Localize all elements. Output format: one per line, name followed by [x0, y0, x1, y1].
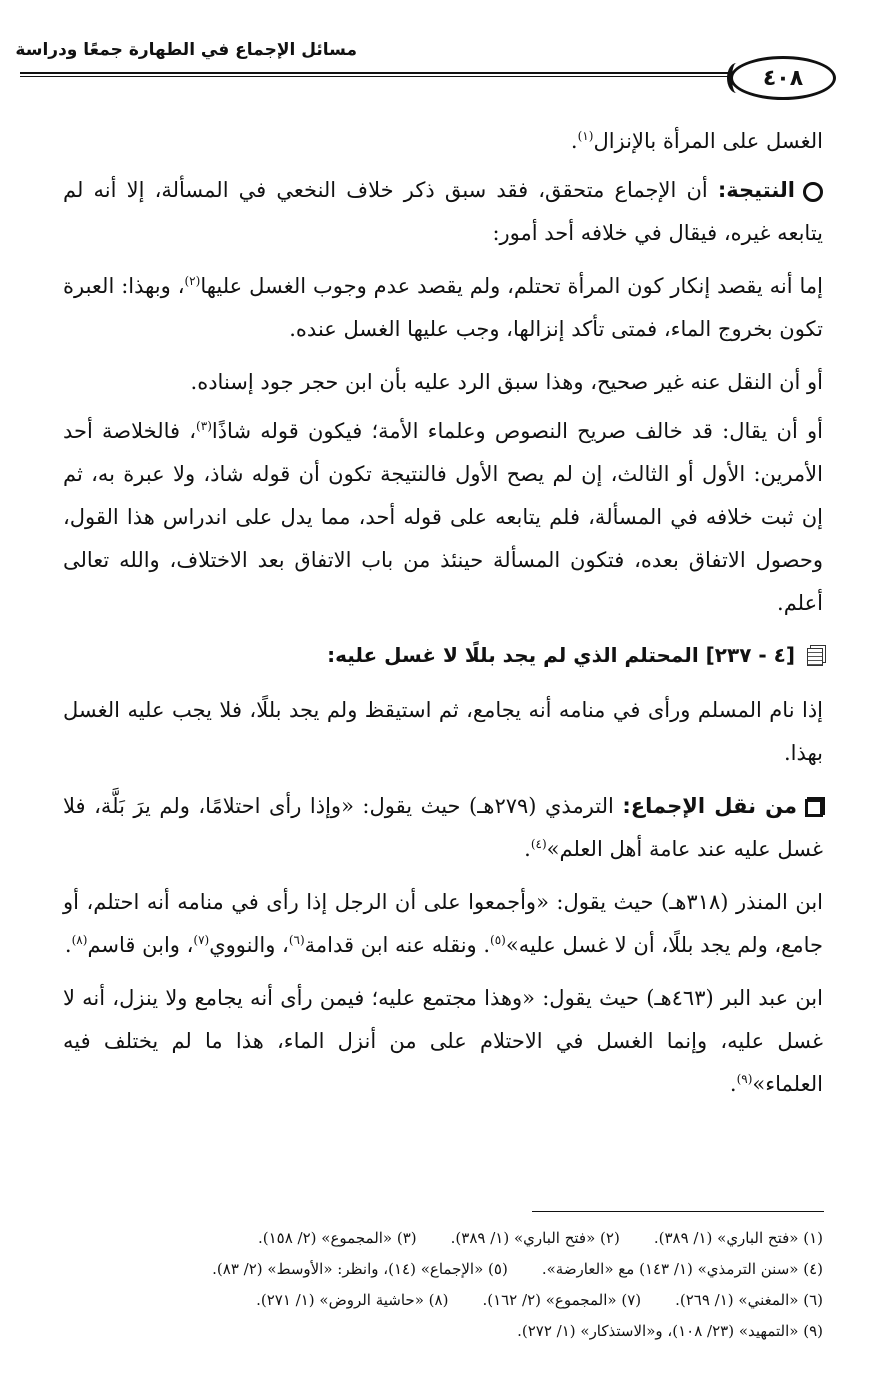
footnote-row: [53, 1253, 823, 1284]
paragraph-tirmidhi: من نقل الإجماع: الترمذي (٢٧٩هـ) حيث يقول: «وإذا رأى احتلامًا، ولم يرَ بَلَّة، فلا غسل عليه عند عامة أهل العلم»$^{(٤)}$.: [63, 794, 823, 861]
footnote-row: [53, 1284, 823, 1315]
conclusion-label: النتيجة:: [717, 178, 795, 202]
circle-bullet-icon: [803, 182, 823, 202]
footnotes: [53, 1222, 823, 1346]
page-number: ٤٠٨: [762, 65, 804, 91]
paragraph-section-intro: إذا نام المسلم ورأى في منامه أنه يجامع، ثم استيقظ ولم يجد بللًا، فلا يجب عليه الغسل بهذا.: [63, 698, 823, 765]
footnote-8: (٨) «حاشية الروض» (١/ ٢٧١).: [256, 1290, 449, 1309]
footnote-ref-9: (٩): [736, 1072, 753, 1086]
footnote-3: (٣) «المجموع» (٢/ ١٥٨).: [257, 1228, 417, 1247]
footnote-1: (١) «فتح الباري» (١/ ٣٨٩).: [653, 1228, 823, 1247]
footnote-ref-3: (٣): [196, 419, 212, 433]
header-rule-thin: [20, 76, 740, 77]
footnote-row: [53, 1222, 823, 1253]
running-header-title: مسائل الإجماع في الطهارة جمعًا ودراسة: [15, 40, 357, 60]
footnote-7: (٧) «المجموع» (٢/ ١٦٢).: [482, 1290, 642, 1309]
header-rule: [20, 72, 740, 74]
footnote-separator: [532, 1211, 824, 1212]
footnote-4: (٤) «سنن الترمذي» (١/ ١٤٣) مع «العارضة».: [541, 1259, 823, 1278]
document-icon: [807, 648, 823, 666]
footnote-ref-1: (١): [577, 129, 594, 143]
footnote-9: (٩) «التمهيد» (٢٣/ ١٠٨)، و«الاستذكار» (١/ ٢٧٢).: [517, 1321, 823, 1340]
footnote-row: [53, 1315, 823, 1346]
footnote-ref-7: (٧): [193, 933, 210, 947]
paragraph-option-2: أو أن النقل عنه غير صحيح، وهذا سبق الرد عليه بأن ابن حجر جود إسناده.: [190, 370, 823, 394]
square-bullet-icon: [805, 799, 823, 817]
footnote-5: (٥) «الإجماع» (١٤)، وانظر: «الأوسط» (٢/ ٨٣).: [212, 1259, 508, 1278]
paragraph-ibn-abdulbarr: ابن عبد البر (٤٦٣هـ) حيث يقول: «وهذا مجتمع عليه؛ فيمن رأى أنه يجامع ولا ينزل، أنه لا غسل عليه، وإنما الغسل في الاحتلام على من أنزل الماء، هذا ما لم يختلف فيه العلماء»$^{(٩)}$.: [63, 986, 823, 1096]
paragraph-conclusion: النتيجة: أن الإجماع متحقق، فقد سبق ذكر خلاف النخعي في المسألة، إلا أنه لم يتابعه غيره، فيقال في خلافه أحد أمور:: [63, 178, 823, 245]
paragraph-option-1: إما أنه يقصد إنكار كون المرأة تحتلم، ولم يقصد عدم وجوب الغسل عليها$^{(٢)}$، وبهذا: العبرة تكون بخروج الماء، فمتى تأكد إنزالها، وجب عليها الغسل عنده.: [63, 274, 823, 341]
footnote-ref-5: (٥): [490, 933, 506, 947]
paragraph-ibn-almundhir: ابن المنذر (٣١٨هـ) حيث يقول: «وأجمعوا على أن الرجل إذا رأى في منامه أنه احتلم، أو جامع، ولم يجد بللًا، أن لا غسل عليه»$^{(٥)}$. ونقله عنه ابن قدامة$^{(٦)}$، والنووي$^{(٧)}$، وابن قاسم$^{(٨)}$.: [63, 890, 823, 957]
page-body: [63, 120, 823, 1116]
paragraph-1: الغسل على المرأة بالإنزال$^{(١)}$.: [570, 129, 823, 153]
footnote-ref-2: (٢): [184, 274, 201, 288]
section-heading: [٤ - ٢٣٧] المحتلم الذي لم يجد بللًا لا غسل عليه:: [63, 635, 823, 675]
footnote-2: (٢) «فتح الباري» (١/ ٣٨٩).: [450, 1228, 620, 1247]
consensus-label: من نقل الإجماع:: [622, 794, 797, 818]
footnote-6: (٦) «المغني» (١/ ٢٦٩).: [675, 1290, 823, 1309]
footnote-ref-6: (٦): [288, 933, 305, 947]
footnote-ref-4: (٤): [530, 837, 547, 851]
paragraph-option-3: أو أن يقال: قد خالف صريح النصوص وعلماء الأمة؛ فيكون قوله شاذًا$^{(٣)}$، فالخلاصة أحد الأمرين: الأول أو الثالث، إن لم يصح الأول فالنتيجة تكون أن قوله شاذ، ولا عبرة به، ثم إن ثبت خلافه في المسألة، فلم يتابعه على قوله أحد، مما يدل على اندراس هذا القول، وحصول الاتفاق بعده، فتكون المسألة حينئذ من باب الاتفاق بعد الاختلاف، والله تعالى أعلم.: [63, 419, 823, 615]
page-number-badge: [730, 56, 836, 100]
footnote-ref-8: (٨): [71, 933, 88, 947]
